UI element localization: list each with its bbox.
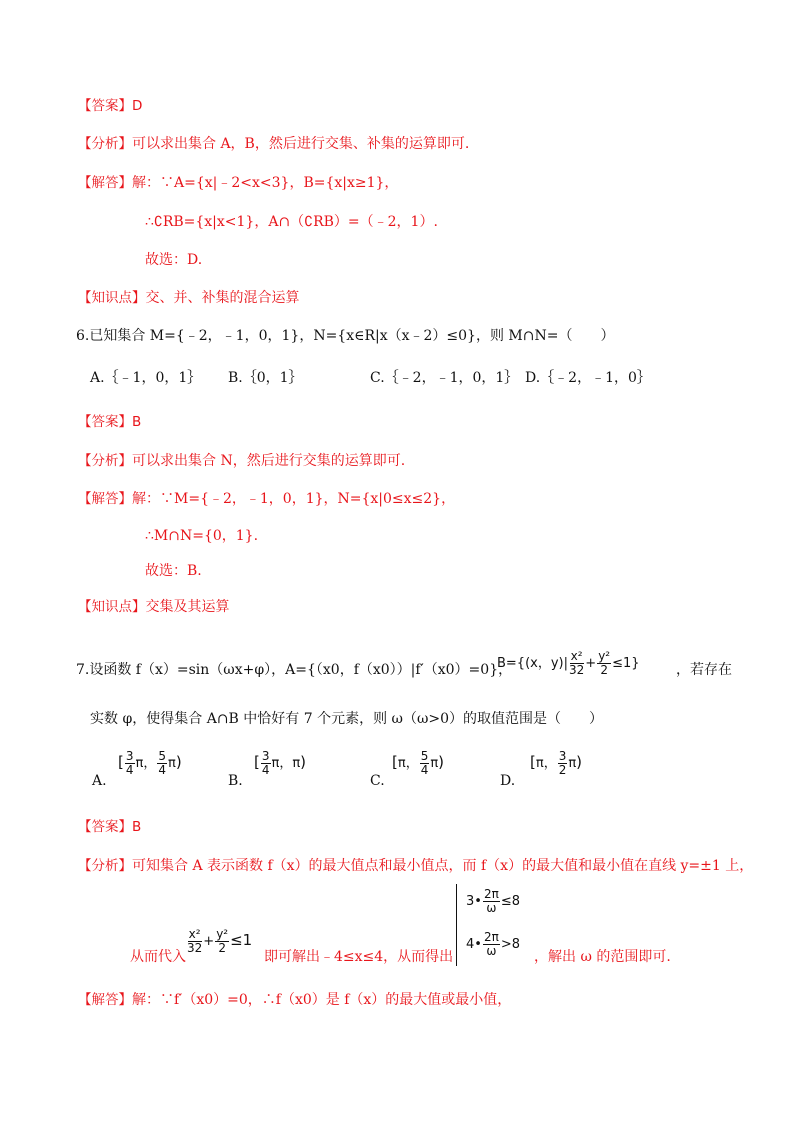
q7-option-b-label: B. <box>228 773 243 789</box>
q5-solution-line <box>78 174 398 192</box>
solution-step-1: 解：∵M={﹣2，﹣1，0，1}，N={x|0≤x≤2}， <box>132 491 456 507</box>
q6-option-b: B.｛0，1｝ <box>228 370 303 386</box>
system-inequality-1: 3• $\frac{2\pi}{\omega}$ ≤8 <box>466 887 520 915</box>
q6-stem: 6.已知集合 M={﹣2，﹣1，0，1}，N={x∈R|x（x﹣2）≤0}，则 M∩N=（ ） <box>76 328 615 344</box>
q7-option-a-label: A. <box>92 773 107 789</box>
q7-answer-line <box>78 818 141 836</box>
q7-stem-line-1-tail: ，若存在 <box>676 662 732 678</box>
q7-solution-line <box>78 991 511 1009</box>
answer-tag: 【答案】 <box>78 414 132 430</box>
analysis-tag: 【分析】 <box>78 453 132 469</box>
knowledge-text: 交、并、补集的混合运算 <box>145 290 300 306</box>
answer-tag: 【答案】 <box>78 819 132 835</box>
knowledge-tag: 【知识点】 <box>78 290 146 306</box>
answer-value: B <box>132 819 142 835</box>
q5-knowledge-line <box>78 289 300 307</box>
answer-value: B <box>132 414 142 430</box>
q5-answer-line <box>78 97 142 115</box>
ellipse-formula: $\frac{\text{x²}}{32}$ + $\frac{\text{y²}}{2}$ ≤1 <box>187 927 253 955</box>
q7-option-d: [π， $\frac{3}{2}$ π) <box>530 749 583 777</box>
q7-option-b: [ $\frac{3}{4}$ π，π) <box>254 749 307 777</box>
answer-value: D <box>132 98 143 114</box>
fraction-y2-2: $\frac{\text{y²}}{2}$ <box>598 649 611 677</box>
q7-option-c-label: C. <box>370 773 385 789</box>
q7-option-d-label: D. <box>500 773 516 789</box>
knowledge-text: 交集及其运算 <box>145 599 230 615</box>
q6-solution-step-2: ∴M∩N={0，1}. <box>145 528 259 544</box>
fraction-x2-32: $\frac{\text{x²}}{32}$ <box>569 649 585 677</box>
q6-option-c: C.｛﹣2，﹣1，0，1｝ <box>370 370 519 386</box>
q5-analysis-line <box>78 135 469 153</box>
solution-step-1: 解：∵A={x|﹣2<x<3}，B={x|x≥1}， <box>132 175 399 191</box>
q5-solution-step-3: 故选：D. <box>145 252 203 268</box>
analysis-text: 可以求出集合 A，B，然后进行交集、补集的运算即可. <box>132 136 470 152</box>
q7-analysis-line-2-pre: 从而代入 <box>130 949 186 965</box>
set-b-formula: B={(x，y)| $\frac{\text{x²}}{32}$ + $\frac{\text{y²}}{2}$ ≤1} <box>497 649 640 677</box>
solution-step-1: 解：∵f′（x0）=0，∴f（x0）是 f（x）的最大值或最小值， <box>132 992 512 1008</box>
system-brace <box>456 884 457 966</box>
q7-analysis-line <box>78 857 753 875</box>
q7-analysis-line-2-post: ，解出 ω 的范围即可. <box>534 949 671 965</box>
analysis-text: 可知集合 A 表示函数 f（x）的最大值点和最小值点，而 f（x）的最大值和最小值在直线 y=±1 上， <box>132 858 754 874</box>
q6-analysis-line <box>78 452 405 470</box>
q6-solution-step-3: 故选：B. <box>145 563 202 579</box>
analysis-tag: 【分析】 <box>78 136 132 152</box>
q7-option-c: [π， $\frac{5}{4}$ π) <box>392 749 445 777</box>
q6-knowledge-line <box>78 598 230 616</box>
solution-tag: 【解答】 <box>78 491 132 507</box>
q7-option-a: [ $\frac{3}{4}$ π， $\frac{5}{4}$ π) <box>118 749 182 777</box>
knowledge-tag: 【知识点】 <box>78 599 146 615</box>
set-b-suffix: ≤1} <box>612 656 640 671</box>
set-b-prefix: B={(x，y)| <box>497 656 568 671</box>
q5-solution-step-2: ∴∁RB={x|x<1}，A∩（∁RB）=（﹣2，1）. <box>145 214 438 230</box>
q6-option-d: D.｛﹣2，﹣1，0｝ <box>525 370 651 386</box>
q7-analysis-line-2-mid: 即可解出﹣4≤x≤4，从而得出 <box>264 949 454 965</box>
answer-tag: 【答案】 <box>78 98 132 114</box>
q7-stem-line-2: 实数 φ，使得集合 A∩B 中恰好有 7 个元素，则 ω（ω>0）的取值范围是（ ） <box>90 711 604 727</box>
system-inequality-2: 4• $\frac{2\pi}{\omega}$ >8 <box>466 930 520 958</box>
q7-stem-line-1: 7.设函数 f（x）=sin（ωx+φ），A={（x0，f（x0））|f′（x0）=0}， <box>76 662 513 678</box>
q6-option-a: A.｛﹣1，0，1｝ <box>90 370 202 386</box>
analysis-tag: 【分析】 <box>78 858 132 874</box>
solution-tag: 【解答】 <box>78 175 132 191</box>
q6-answer-line <box>78 413 141 431</box>
analysis-text: 可以求出集合 N，然后进行交集的运算即可. <box>132 453 406 469</box>
solution-tag: 【解答】 <box>78 992 132 1008</box>
q6-solution-line <box>78 490 455 508</box>
